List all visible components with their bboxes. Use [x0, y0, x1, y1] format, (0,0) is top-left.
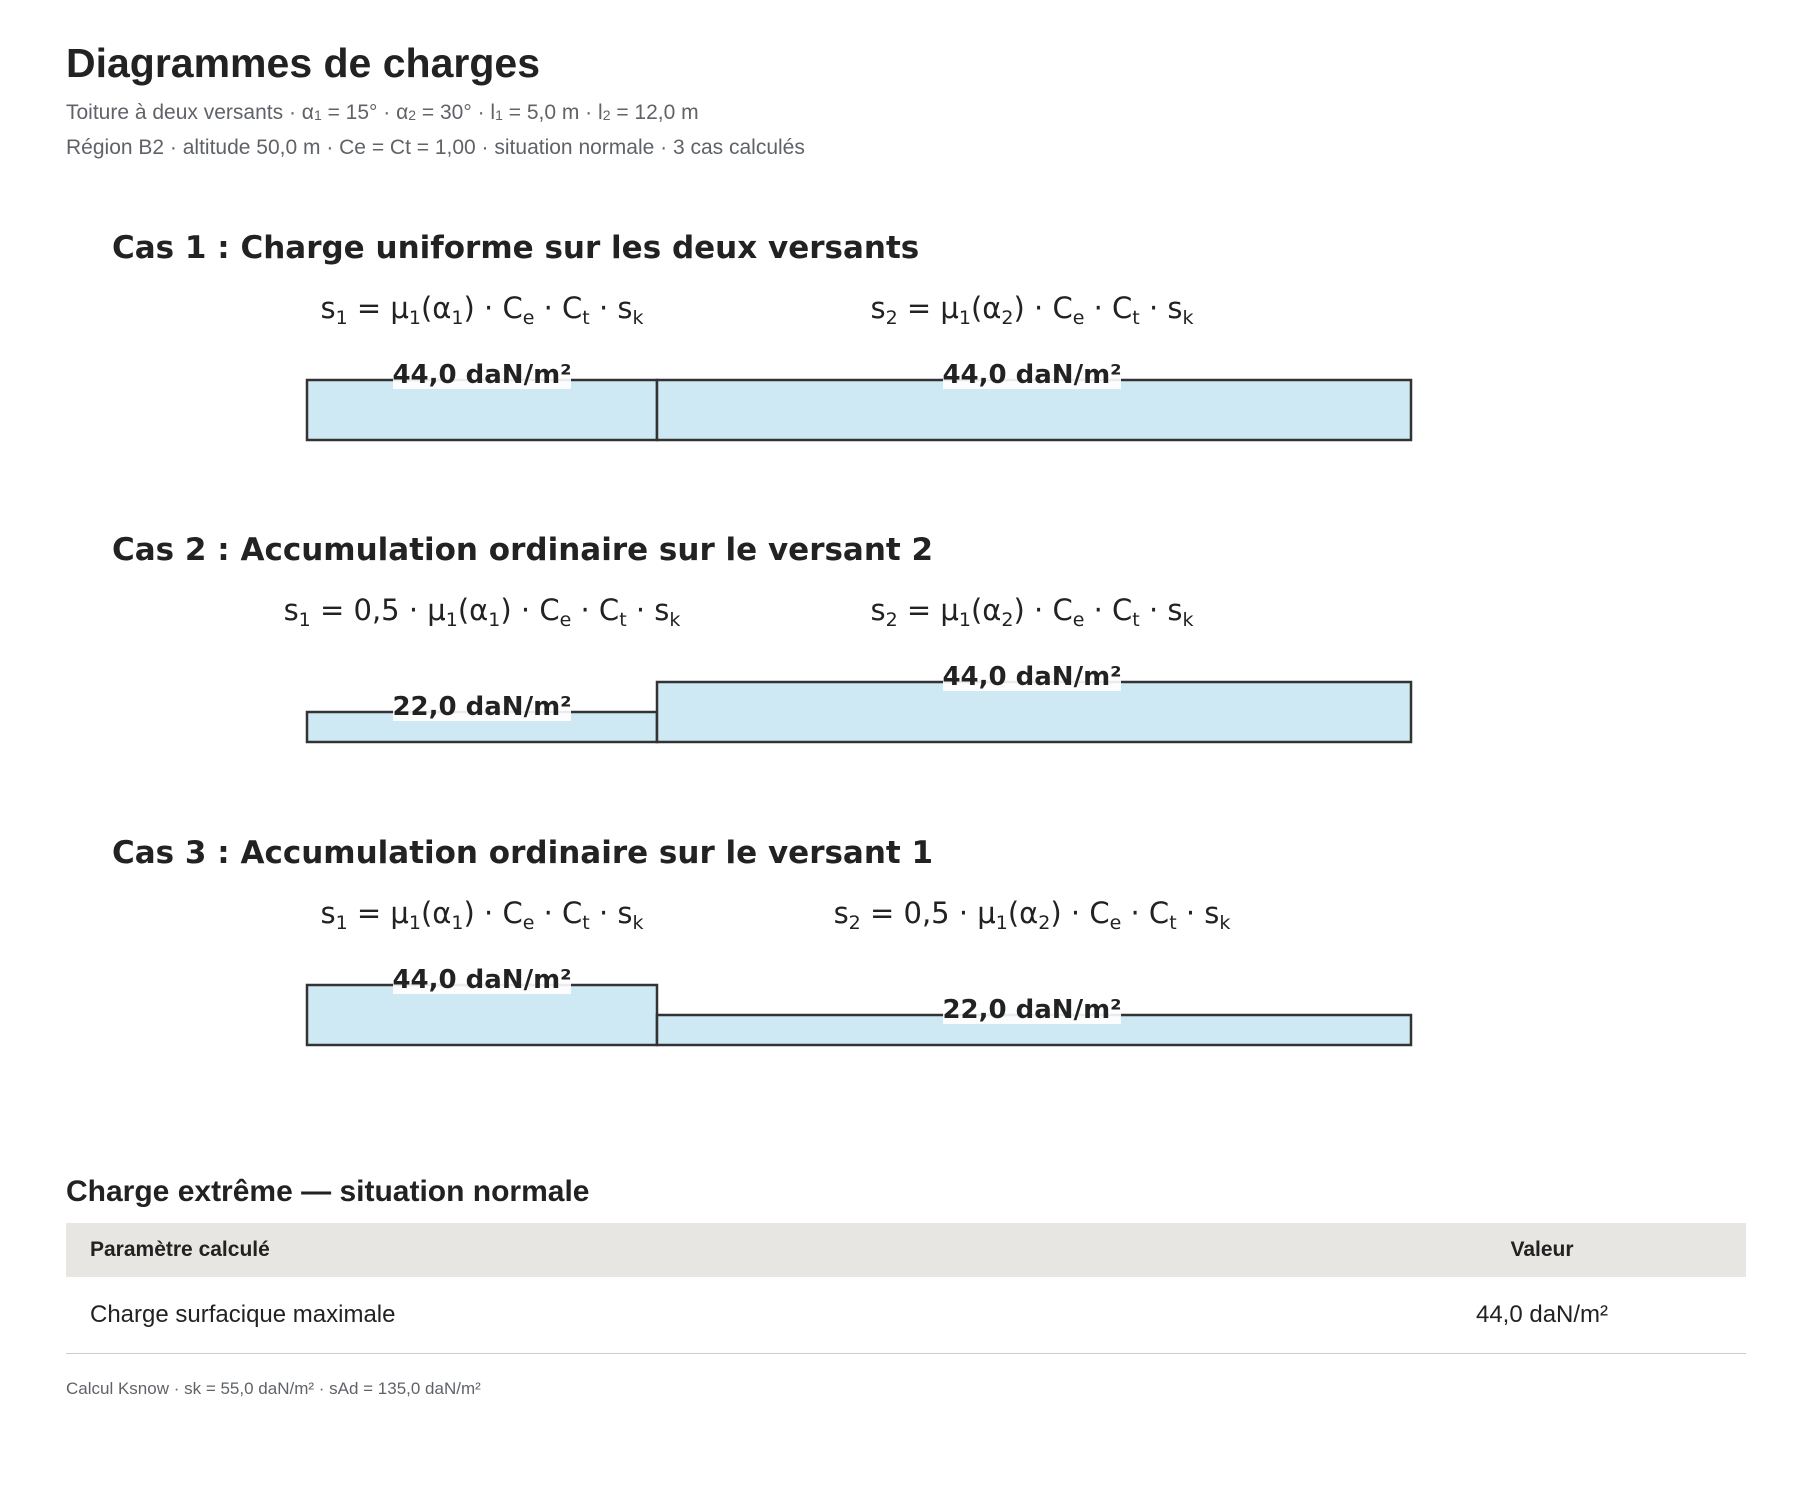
- col-header-value: Valeur: [1338, 1223, 1746, 1277]
- page-title: Diagrammes de charges: [66, 40, 541, 86]
- alpha2-label: α: [396, 101, 409, 124]
- results-table: [66, 1223, 1746, 1354]
- case-1-load1-label: 44,0 daN/m²: [392, 360, 572, 390]
- alpha2-value: = 30°: [416, 101, 472, 124]
- l2-value: = 12,0 m: [610, 101, 699, 124]
- case-3-load2-label: 22,0 daN/m²: [942, 995, 1122, 1025]
- alpha1-label: α: [301, 101, 314, 124]
- case-1-formula-s2: $s_2 = \mu_1(\alpha_2) \cdot C_e \cdot C_t \cdot s_k$: [870, 291, 1194, 329]
- l2-label: l: [598, 101, 603, 124]
- case-3-load1-label: 44,0 daN/m²: [392, 965, 572, 995]
- case-2-load2-label: 44,0 daN/m²: [942, 662, 1122, 692]
- case-2-formula-s1: $s_1 = 0,5 \cdot \mu_1(\alpha_1) \cdot C_e \cdot C_t \cdot s_k$: [283, 593, 681, 631]
- results-title: Charge extrême — situation normale: [66, 1175, 590, 1208]
- case-3-formula-s2: $s_2 = 0,5 \cdot \mu_1(\alpha_2) \cdot C_e \cdot C_t \cdot s_k$: [833, 896, 1231, 934]
- case-1-load2-label: 44,0 daN/m²: [942, 360, 1122, 390]
- case-1-title: Cas 1 : Charge uniforme sur les deux versants: [112, 230, 920, 266]
- alpha1-value: = 15°: [321, 101, 378, 124]
- l1-label: l: [490, 101, 496, 124]
- row-value: 44,0 daN/m²: [1338, 1277, 1746, 1354]
- case-3-title: Cas 3 : Accumulation ordinaire sur le versant 1: [112, 835, 934, 871]
- roof-type: Toiture à deux versants: [66, 101, 284, 124]
- case-1-formula-s1: $s_1 = \mu_1(\alpha_1) \cdot C_e \cdot C_t \cdot s_k$: [320, 291, 644, 329]
- case-2-formula-s2: $s_2 = \mu_1(\alpha_2) \cdot C_e \cdot C_t \cdot s_k$: [870, 593, 1194, 631]
- row-param: Charge surfacique maximale: [66, 1277, 1338, 1354]
- calculation-context: Région B2 · altitude 50,0 m · Ce = Ct = 1,00 · situation normale · 3 cas calculés: [66, 136, 805, 159]
- table-row: [66, 1277, 1746, 1354]
- l1-value: = 5,0 m: [502, 101, 580, 124]
- roof-parameters: Toiture à deux versants · α1 = 15° · α2 = 30° · l1 = 5,0 m · l2 = 12,0 m: [66, 101, 699, 124]
- case-3-formula-s1: $s_1 = \mu_1(\alpha_1) \cdot C_e \cdot C_t \cdot s_k$: [320, 896, 644, 934]
- footnote: Calcul Ksnow · sk = 55,0 daN/m² · sAd = 135,0 daN/m²: [66, 1379, 481, 1398]
- results-header-row: [66, 1223, 1746, 1277]
- col-header-param: Paramètre calculé: [66, 1223, 1338, 1277]
- case-2-load1-label: 22,0 daN/m²: [392, 692, 572, 722]
- case-2-title: Cas 2 : Accumulation ordinaire sur le versant 2: [112, 532, 934, 568]
- load-diagrams: [0, 200, 1800, 1100]
